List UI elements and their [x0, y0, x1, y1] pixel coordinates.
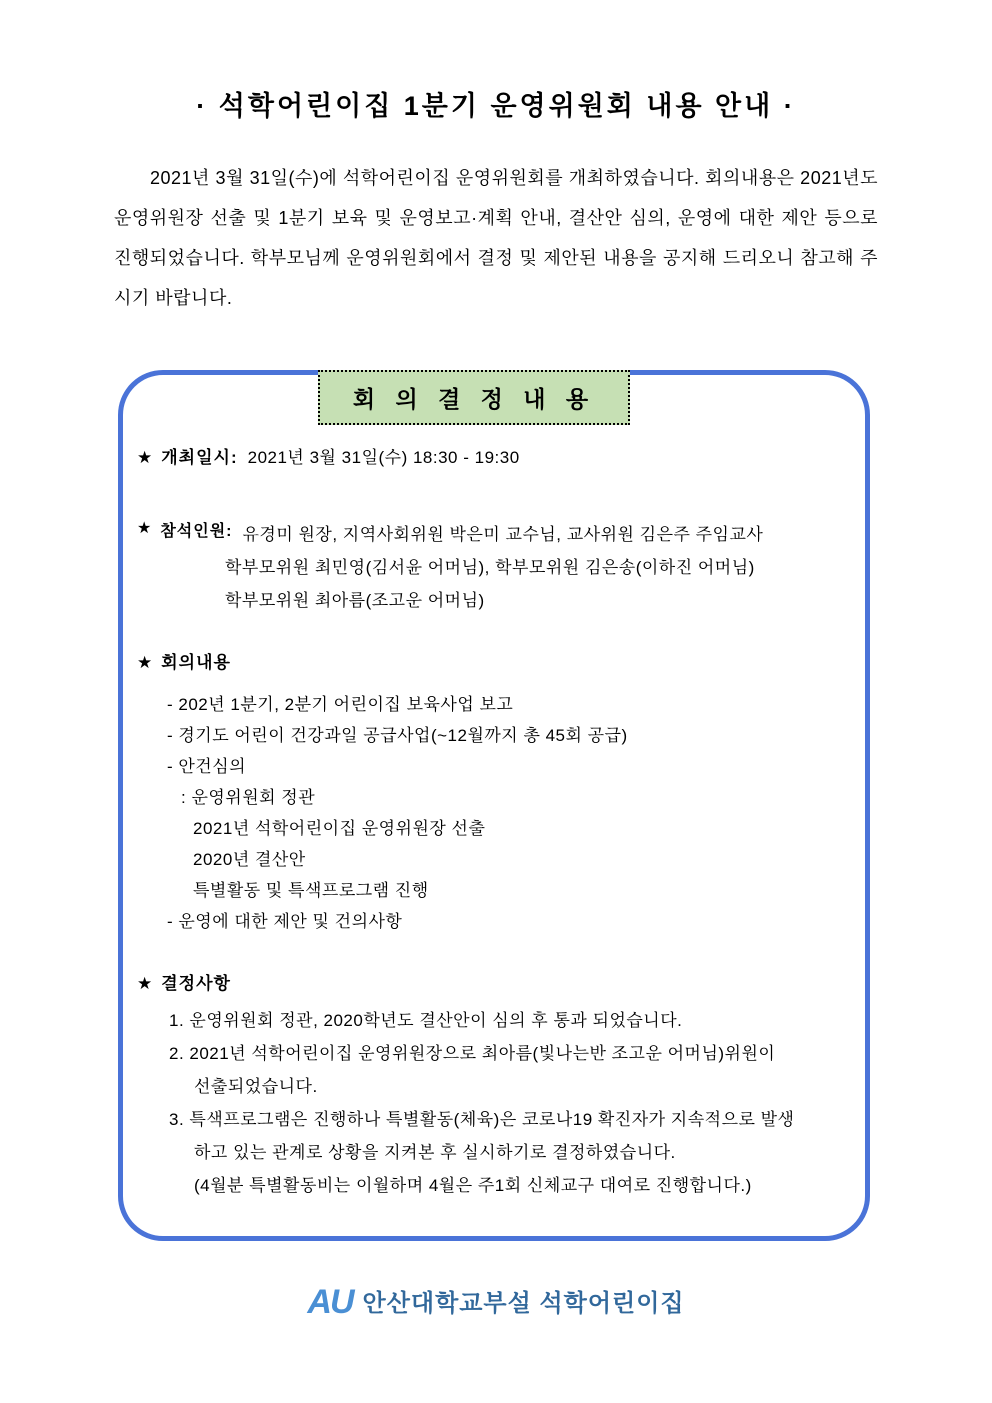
- schedule-value: 2021년 3월 31일(수) 18:30 - 19:30: [247, 448, 520, 467]
- star-icon: ★: [137, 448, 153, 467]
- decision-heading-box: [318, 370, 630, 425]
- agenda-label: 회의내용: [161, 653, 231, 672]
- attendees-label: 참석인원:: [160, 523, 233, 540]
- agenda-block: [137, 648, 847, 937]
- decisions-header: [137, 969, 847, 999]
- decision-content-box: [118, 370, 870, 1241]
- star-icon: ★: [137, 653, 153, 672]
- agenda-item: 특별활동 및 특색프로그램 진행: [193, 881, 429, 900]
- star-icon: ★: [137, 520, 152, 537]
- agenda-item: - 안건심의: [167, 757, 247, 776]
- decision-item-continuation: 선출되었습니다.: [194, 1077, 318, 1096]
- intro-paragraph: 2021년 3월 31일(수)에 석학어린이집 운영위원회를 개최하였습니다. 회의내용은 2021년도 운영위원장 선출 및 1분기 보육 및 운영보고·계획 안내, 결산안 심의, 운영에 대한 제안 등으로 진행되었습니다. 학부모님께 운영위원회에서 결정 및 제안된 내용을 공지해 드리오니 참고해 주시기 바랍니다.: [114, 168, 878, 308]
- agenda-item: 2020년 결산안: [193, 850, 306, 869]
- decisions-label: 결정사항: [161, 974, 231, 993]
- agenda-item: - 202년 1분기, 2분기 어린이집 보육사업 보고: [167, 695, 514, 714]
- au-logo-icon: AU: [307, 1283, 353, 1321]
- star-icon: ★: [137, 974, 153, 993]
- attendees-row: [137, 518, 847, 551]
- logo-text: 안산대학교부설 석학어린이집: [362, 1290, 685, 1317]
- page-title: · 석학어린이집 1분기 운영위원회 내용 안내 ·: [196, 91, 796, 121]
- decisions-block: [137, 969, 847, 1202]
- decision-heading: 회 의 결 정 내 용: [352, 386, 596, 412]
- decision-item: 3. 특색프로그램은 진행하나 특별활동(체육)은 코로나19 확진자가 지속적으로 발생: [169, 1110, 795, 1129]
- agenda-item: - 경기도 어린이 건강과일 공급사업(~12월까지 총 45회 공급): [167, 726, 628, 745]
- attendees-line: 학부모위원 최아름(조고운 어머님): [225, 591, 485, 610]
- decision-item: 2. 2021년 석학어린이집 운영위원장으로 최아름(빛나는반 조고운 어머님)위원이: [169, 1044, 776, 1063]
- agenda-item: - 운영에 대한 제안 및 건의사항: [167, 912, 403, 931]
- agenda-item: : 운영위원회 정관: [181, 788, 316, 807]
- attendees-line: 유경미 원장, 지역사회위원 박은미 교수님, 교사위원 김은주 주임교사: [242, 525, 764, 544]
- schedule-row: [137, 443, 847, 473]
- attendees-line: 학부모위원 최민영(김서윤 어머님), 학부모위원 김은송(이하진 어머님): [225, 558, 755, 577]
- footer-logo: [0, 1283, 992, 1322]
- attendees-block: [137, 518, 847, 617]
- decision-section: [0, 370, 992, 1241]
- decision-item-continuation: (4월분 특별활동비는 이월하며 4월은 주1회 신체교구 대여로 진행합니다.): [194, 1176, 752, 1195]
- agenda-header: [137, 648, 847, 678]
- schedule-label: 개최일시:: [161, 448, 238, 467]
- decision-item-continuation: 하고 있는 관계로 상황을 지켜본 후 실시하기로 결정하였습니다.: [194, 1143, 676, 1162]
- decision-item: 1. 운영위원회 정관, 2020학년도 결산안이 심의 후 통과 되었습니다.: [169, 1011, 683, 1030]
- agenda-item: 2021년 석학어린이집 운영위원장 선출: [193, 819, 486, 838]
